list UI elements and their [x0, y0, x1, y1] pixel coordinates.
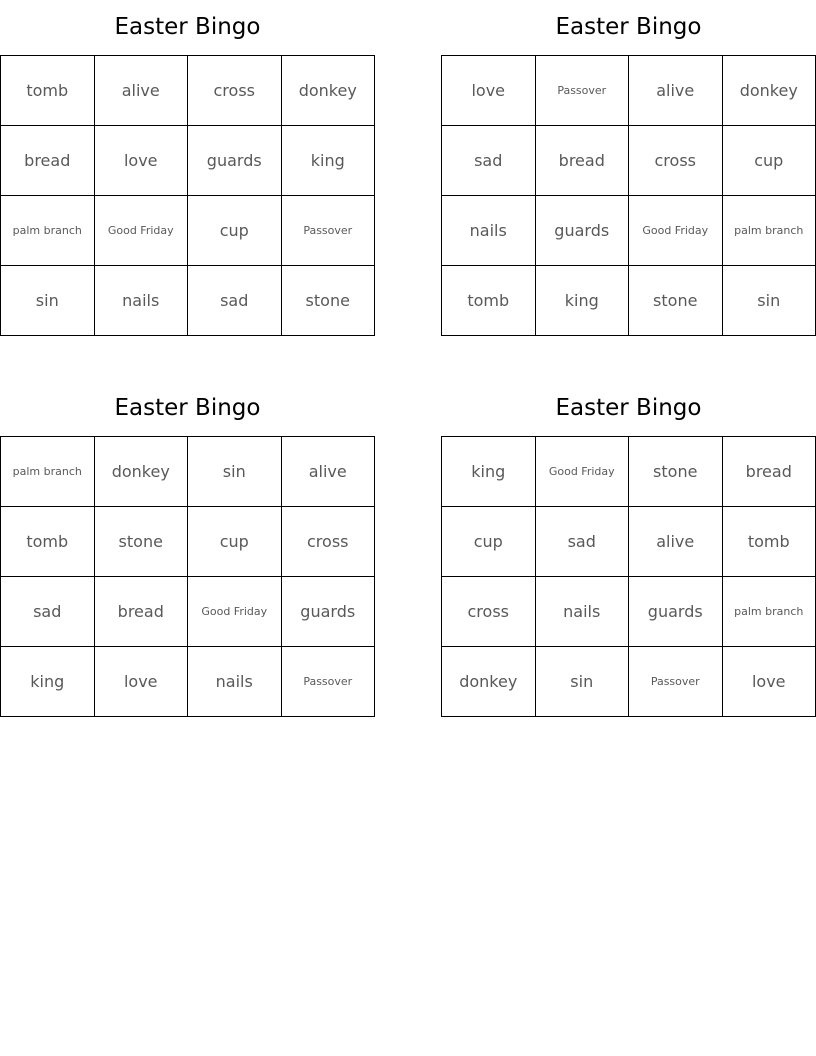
bingo-cell: love	[95, 647, 189, 717]
card-title: Easter Bingo	[114, 14, 261, 40]
bingo-cell: tomb	[723, 507, 816, 577]
bingo-cell: nails	[95, 266, 189, 336]
bingo-cell: sad	[188, 266, 282, 336]
bingo-cell: tomb	[1, 56, 95, 126]
bingo-cell: guards	[629, 577, 723, 647]
bingo-cell: Good Friday	[536, 437, 630, 507]
bingo-cell: nails	[442, 196, 536, 266]
bingo-cell: sad	[536, 507, 630, 577]
bingo-cell: sin	[723, 266, 816, 336]
bingo-cell: nails	[536, 577, 630, 647]
bingo-cell: Good Friday	[629, 196, 723, 266]
bingo-cell: cross	[188, 56, 282, 126]
bingo-grid	[0, 55, 375, 336]
bingo-cell: alive	[282, 437, 376, 507]
bingo-cell: sin	[1, 266, 95, 336]
bingo-cell: palm branch	[1, 437, 95, 507]
bingo-grid	[441, 55, 816, 336]
bingo-cell: Passover	[282, 196, 376, 266]
bingo-cell: Good Friday	[95, 196, 189, 266]
bingo-cell: alive	[629, 56, 723, 126]
bingo-cell: Passover	[282, 647, 376, 717]
bingo-cell: cross	[282, 507, 376, 577]
bingo-cell: king	[282, 126, 376, 196]
bingo-cell: alive	[629, 507, 723, 577]
card-title: Easter Bingo	[114, 395, 261, 421]
bingo-cell: cup	[723, 126, 816, 196]
bingo-cell: Passover	[536, 56, 630, 126]
bingo-grid	[441, 436, 816, 717]
bingo-cell: king	[536, 266, 630, 336]
bingo-cell: cross	[629, 126, 723, 196]
bingo-cell: sin	[188, 437, 282, 507]
bingo-cell: stone	[282, 266, 376, 336]
bingo-cell: king	[1, 647, 95, 717]
bingo-cell: tomb	[1, 507, 95, 577]
bingo-cell: Good Friday	[188, 577, 282, 647]
bingo-card-4	[441, 381, 816, 717]
bingo-cell: stone	[629, 437, 723, 507]
bingo-cell: guards	[536, 196, 630, 266]
bingo-card-1	[0, 0, 375, 336]
bingo-cell: bread	[1, 126, 95, 196]
bingo-cell: tomb	[442, 266, 536, 336]
bingo-cell: stone	[95, 507, 189, 577]
bingo-cell: love	[442, 56, 536, 126]
bingo-cell: cross	[442, 577, 536, 647]
bingo-cell: palm branch	[723, 577, 816, 647]
bingo-cell: stone	[629, 266, 723, 336]
bingo-cell: donkey	[723, 56, 816, 126]
bingo-cell: bread	[95, 577, 189, 647]
bingo-cell: donkey	[442, 647, 536, 717]
bingo-grid	[0, 436, 375, 717]
bingo-cell: cup	[188, 196, 282, 266]
bingo-cell: cup	[442, 507, 536, 577]
bingo-cell: donkey	[282, 56, 376, 126]
bingo-cell: sin	[536, 647, 630, 717]
bingo-card-2	[441, 0, 816, 336]
bingo-cell: guards	[282, 577, 376, 647]
bingo-card-3	[0, 381, 375, 717]
card-title: Easter Bingo	[555, 14, 702, 40]
bingo-cell: bread	[536, 126, 630, 196]
bingo-cell: sad	[442, 126, 536, 196]
bingo-cell: king	[442, 437, 536, 507]
bingo-cell: love	[95, 126, 189, 196]
bingo-cell: palm branch	[723, 196, 816, 266]
bingo-cell: bread	[723, 437, 816, 507]
card-title: Easter Bingo	[555, 395, 702, 421]
bingo-cell: palm branch	[1, 196, 95, 266]
bingo-cell: sad	[1, 577, 95, 647]
bingo-cell: alive	[95, 56, 189, 126]
bingo-cell: donkey	[95, 437, 189, 507]
bingo-cell: Passover	[629, 647, 723, 717]
bingo-cell: love	[723, 647, 816, 717]
bingo-cell: guards	[188, 126, 282, 196]
bingo-cell: cup	[188, 507, 282, 577]
bingo-cell: nails	[188, 647, 282, 717]
